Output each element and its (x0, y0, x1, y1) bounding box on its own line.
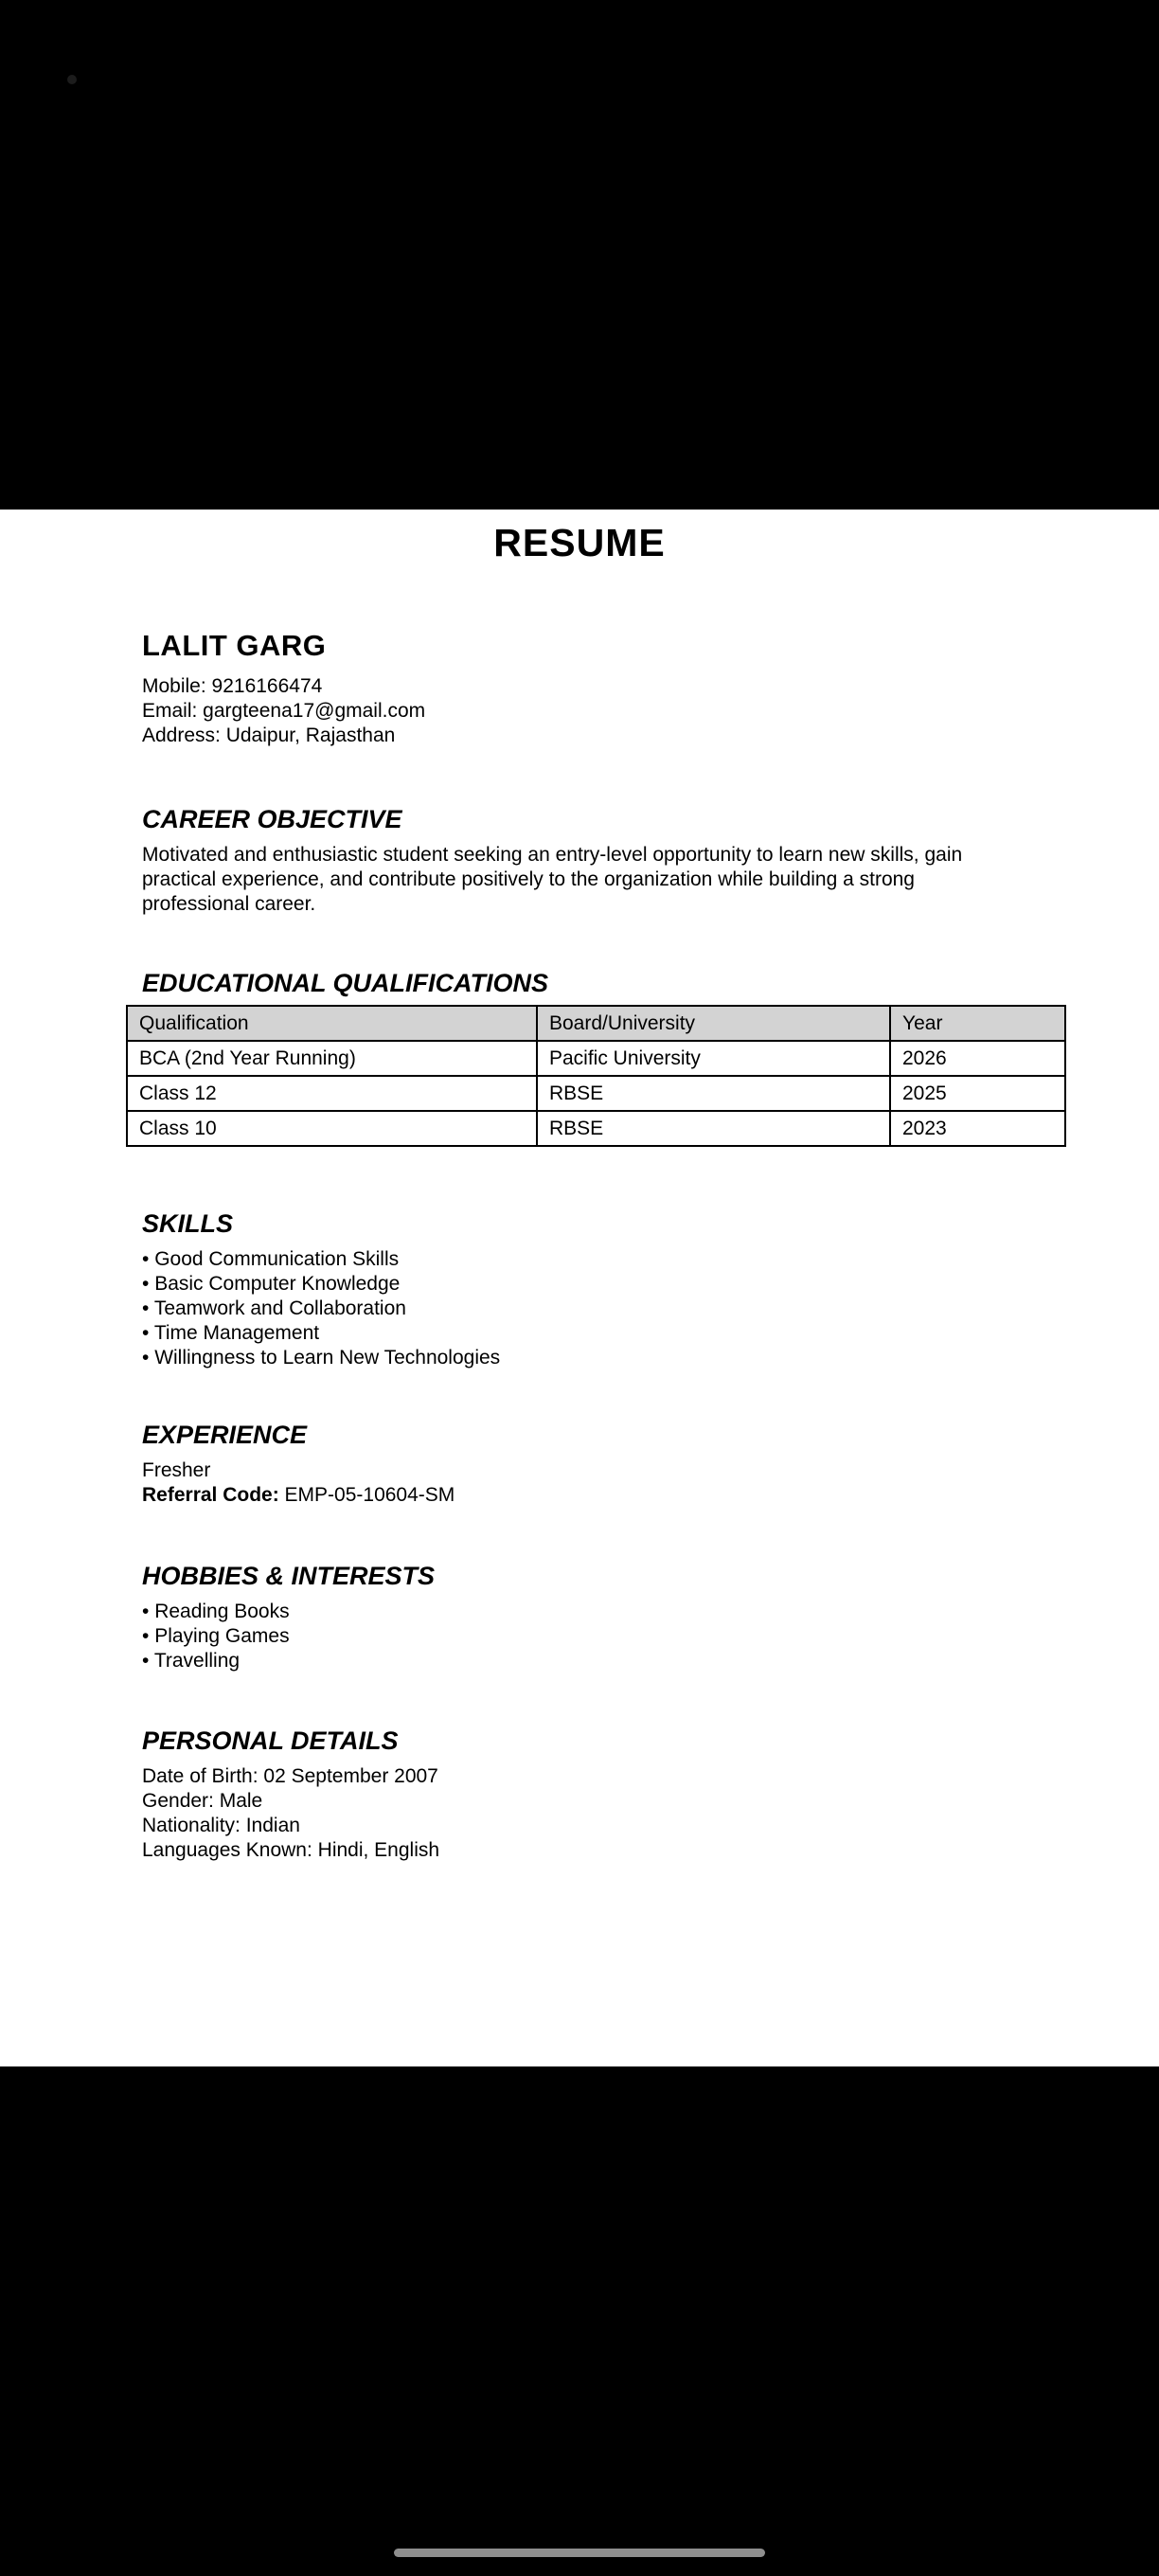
document-title: RESUME (493, 521, 666, 564)
qualification-cell: Class 10 (127, 1111, 537, 1146)
experience-status: Fresher (142, 1459, 211, 1481)
list-item: • Reading Books (142, 1600, 1051, 1624)
year-cell: 2026 (890, 1041, 1065, 1076)
list-item: • Playing Games (142, 1624, 1051, 1649)
home-indicator-bar[interactable] (394, 2549, 765, 2557)
front-camera-dot (67, 75, 77, 84)
year-cell: 2025 (890, 1076, 1065, 1111)
resume-page (0, 510, 1159, 2066)
skills-section (142, 1208, 1051, 1370)
contact-info (142, 674, 1051, 748)
qualification-cell: Class 12 (127, 1076, 537, 1111)
candidate-name: LALIT GARG (142, 629, 327, 662)
skills-heading: SKILLS (142, 1209, 234, 1238)
languages-line: Languages Known: Hindi, English (142, 1839, 440, 1861)
nationality-line: Nationality: Indian (142, 1815, 300, 1836)
column-header-year: Year (890, 1006, 1065, 1041)
mobile-line: Mobile: 9216166474 (142, 675, 323, 697)
table-header-row (127, 1006, 1065, 1041)
education-heading: EDUCATIONAL QUALIFICATIONS (142, 969, 548, 997)
education-section (139, 967, 1051, 1139)
hobbies-list (142, 1600, 1051, 1673)
qualification-cell: BCA (2nd Year Running) (127, 1041, 537, 1076)
experience-heading: EXPERIENCE (142, 1421, 308, 1449)
personal-details-heading: PERSONAL DETAILS (142, 1726, 399, 1755)
board-cell: RBSE (537, 1111, 890, 1146)
career-objective-text: Motivated and enthusiastic student seeking an entry-level opportunity to learn new skills, gain practical experience, and contribute positively to the organization while building a strong professional career. (142, 844, 963, 915)
board-cell: Pacific University (537, 1041, 890, 1076)
list-item: • Basic Computer Knowledge (142, 1272, 1051, 1297)
year-cell: 2023 (890, 1111, 1065, 1146)
list-item: • Travelling (142, 1649, 1051, 1673)
column-header-qualification: Qualification (127, 1006, 537, 1041)
career-objective-section (142, 803, 1051, 917)
referral-code-label: Referral Code: (142, 1484, 279, 1506)
hobbies-section (142, 1560, 1051, 1673)
gender-line: Gender: Male (142, 1790, 263, 1812)
address-line: Address: Udaipur, Rajasthan (142, 724, 396, 746)
education-table (126, 1005, 1066, 1147)
personal-header (142, 628, 1051, 748)
referral-code-value: EMP-05-10604-SM (278, 1484, 455, 1506)
hobbies-heading: HOBBIES & INTERESTS (142, 1562, 436, 1590)
skills-list (142, 1247, 1051, 1370)
career-objective-heading: CAREER OBJECTIVE (142, 805, 402, 833)
table-row (127, 1041, 1065, 1076)
table-row (127, 1111, 1065, 1146)
dob-line: Date of Birth: 02 September 2007 (142, 1765, 438, 1787)
board-cell: RBSE (537, 1076, 890, 1111)
personal-details-section (142, 1725, 1051, 1863)
column-header-board: Board/University (537, 1006, 890, 1041)
table-row (127, 1076, 1065, 1111)
list-item: • Time Management (142, 1321, 1051, 1346)
list-item: • Willingness to Learn New Technologies (142, 1346, 1051, 1370)
experience-section (142, 1419, 1051, 1508)
email-line: Email: gargteena17@gmail.com (142, 700, 426, 722)
list-item: • Teamwork and Collaboration (142, 1297, 1051, 1321)
referral-code-line (142, 1483, 1051, 1508)
list-item: • Good Communication Skills (142, 1247, 1051, 1272)
